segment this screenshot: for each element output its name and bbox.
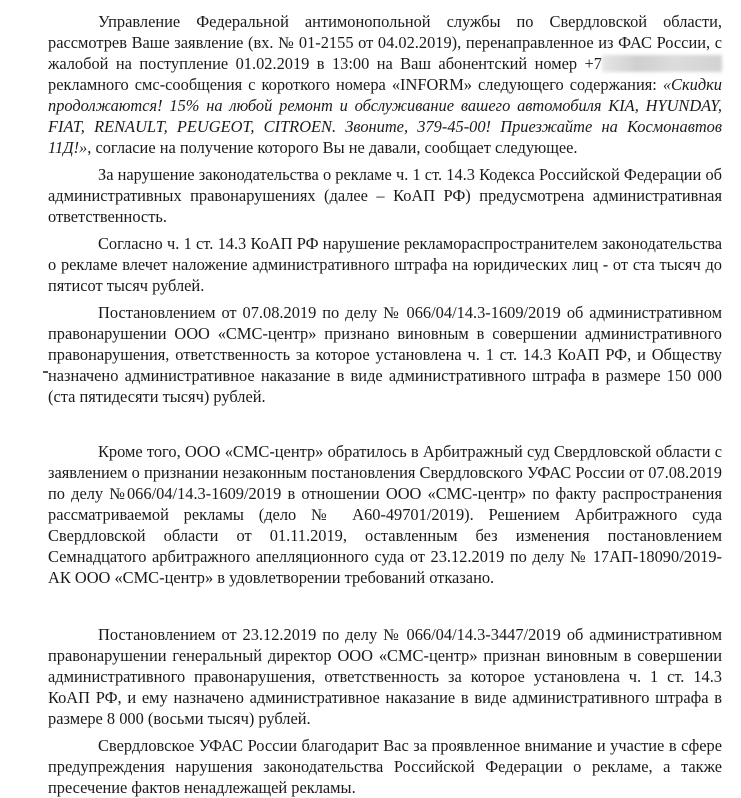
paragraph-fine-range: Согласно ч. 1 ст. 14.3 КоАП РФ нарушение рекламораспространителем законодательства о рекламе влечет наложение административного штрафа на юридических лиц - от ста тысяч до пятисот тысяч рублей. — [48, 234, 722, 295]
paragraph-law: За нарушение законодательства о рекламе ч. 1 ст. 14.3 Кодекса Российской Федерации об административных правонарушениях (далее – КоАП РФ) предусмотрена административная ответственность. — [48, 165, 722, 226]
paragraph-court-appeal: Кроме того, ООО «СМС-центр» обратилось в Арбитражный суд Свердловской области с заявлением о признании незаконным постановления Свердловского УФАС России от 07.08.2019 по делу №066/04/14.3-1609/2019 в отношении ООО «СМС-центр» по факту распространения рассматриваемой рекламы (дело № А60-49701/2019). Решением Арбитражного суда Свердловской области от 01.11.2019, оставленным без изменения постановлением Семнадцатого арбитражного апелляционного суда от 23.12.2019 по делу № 17АП-18090/2019-АК ООО «СМС-центр» в удовлетворении требований отказано. — [48, 442, 722, 587]
text: рекламного смс-сообщения с короткого номера «INFORM» следующего содержания: — [48, 75, 663, 94]
letter-body — [48, 11, 722, 798]
text: Управление Федеральной антимонопольной службы по Свердловской области, рассмотрев Ваше заявление (вх. № 01-2155 от 04.02.2019), перенаправленное из ФАС России, с жалобой на поступление 01.02.2019 в 13:00 на Ваш абонентский номер +7 — [48, 12, 722, 73]
paragraph-complaint — [48, 11, 722, 158]
scan-artifact — [43, 371, 48, 373]
ad-quote: «Скидки продолжаются! 15% на любой ремонт и обслуживание вашего автомобиля KIA, HYUNDAY, FIAT, RENAULT, PEUGEOT, CITROEN. Звоните, 379-45-00! Приезжайте на Космонавтов 11Д!» — [48, 75, 722, 157]
paragraph-closing: Свердловское УФАС России благодарит Вас за проявленное внимание и участие в сфере предупреждения нарушения законодательства Российской Федерации о рекламе, а также пресечение фактов ненадлежащей рекламы. — [48, 736, 722, 797]
redacted-phone-number — [602, 55, 722, 72]
paragraph-company-ruling: Постановлением от 07.08.2019 по делу № 066/04/14.3-1609/2019 об административном правонарушении ООО «СМС-центр» признано виновным в совершении административного правонарушения, ответственность за которое установлена ч. 1 ст. 14.3 КоАП РФ, и Обществу назначено административное наказание в виде административного штрафа в размере 150 000 (ста пятидесяти тысяч) рублей. — [48, 303, 722, 406]
paragraph-director-ruling: Постановлением от 23.12.2019 по делу № 066/04/14.3-3447/2019 об административном правонарушении генеральный директор ООО «СМС-центр» признан виновным в совершении административного правонарушения, ответственность за которое установлена ч. 1 ст. 14.3 КоАП РФ, и ему назначено административное наказание в виде административного штрафа в размере 8 000 (восьми тысяч) рублей. — [48, 625, 722, 728]
text: , согласие на получение которого Вы не давали, сообщает следующее. — [87, 138, 578, 157]
